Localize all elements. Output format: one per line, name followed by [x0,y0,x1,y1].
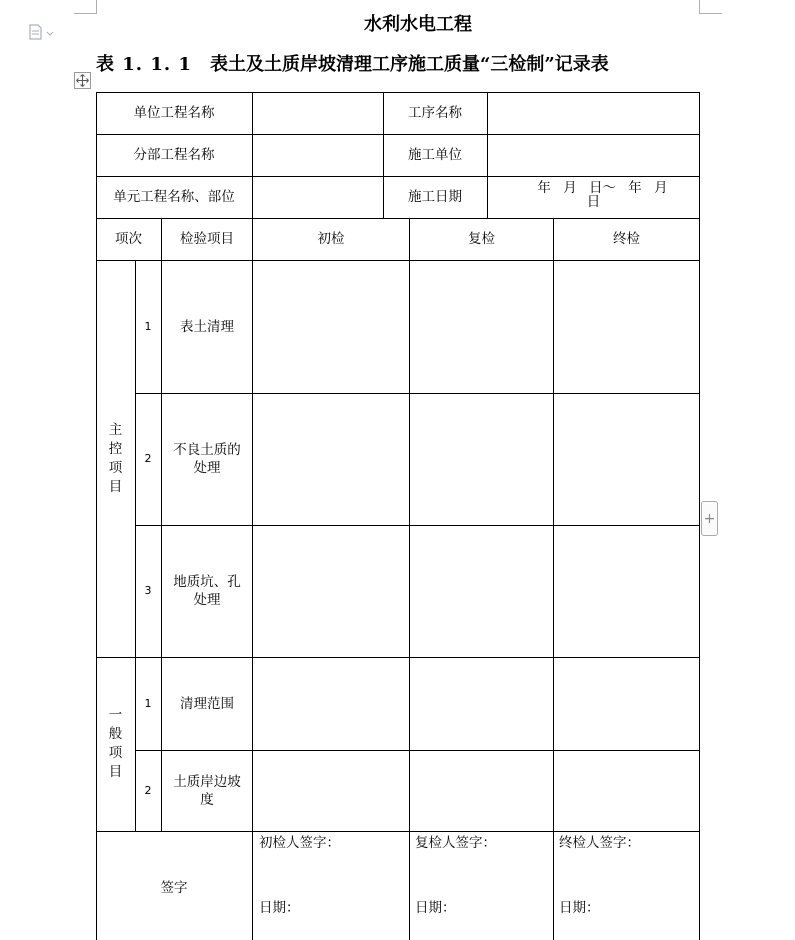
main-control-char: 项 [108,459,123,476]
contractor-label: 施工单位 [408,147,462,163]
unit-project-field[interactable] [253,92,383,134]
general-item-2-re-check[interactable] [410,751,553,831]
main-item-1-re-check[interactable] [410,261,553,393]
table-number: 表 1. 1. 1 [96,54,192,75]
sub-project-field[interactable] [253,134,383,176]
main-item-1-first-check[interactable] [253,261,409,393]
col-re-check: 复检 [468,231,495,247]
main-item-2-name: 不良土质的处理 [173,442,241,476]
main-item-1-final-check[interactable] [554,261,699,393]
general-char: 般 [108,726,123,742]
document-title: 水利水电工程 [364,14,472,35]
unit-project-label: 单位工程名称 [133,105,215,121]
process-name-label: 工序名称 [408,105,462,121]
col-final-check: 终检 [613,231,640,247]
add-row-plus-icon[interactable]: + [701,501,718,536]
contractor-field[interactable] [488,134,699,176]
main-item-2-final-check[interactable] [554,394,699,525]
col-first-check: 初检 [317,231,345,247]
main-item-3-final-check[interactable] [554,526,699,657]
main-item-1-name: 表土清理 [180,318,234,335]
general-char: 目 [108,764,123,780]
final-inspector-signature-label[interactable]: 终检人签字： [559,835,640,851]
main-control-char: 目 [108,478,123,495]
general-item-2-no: 2 [144,783,152,797]
construction-date-line1: 年 月 日～ 年 月 [537,180,668,196]
main-item-2-first-check[interactable] [253,394,409,525]
main-control-char: 控 [108,440,123,457]
main-control-group-label [96,260,135,657]
construction-date-line2: 日 [586,194,601,210]
sub-project-label: 分部工程名称 [133,147,215,163]
general-char: 项 [108,745,123,761]
main-item-3-no: 3 [144,584,152,597]
page-crop-mark-left [74,0,97,14]
main-item-3-name: 地质坑、孔处理 [173,574,241,608]
process-name-field[interactable] [488,92,699,134]
first-inspector-date-label[interactable]: 日期： [259,900,300,916]
table-title [96,53,736,77]
element-project-label: 单元工程名称、部位 [113,189,235,205]
general-item-2-name: 土质岸边坡度 [173,773,241,808]
main-item-3-first-check[interactable] [253,526,409,657]
col-item-no: 项次 [115,231,142,247]
main-item-3-re-check[interactable] [410,526,553,657]
main-item-1-no: 1 [144,319,152,333]
main-item-2-no: 2 [144,452,152,465]
general-item-1-first-check[interactable] [253,658,409,750]
general-item-1-re-check[interactable] [410,658,553,750]
main-item-2-re-check[interactable] [410,394,553,525]
element-project-field[interactable] [253,176,383,218]
signature-label: 签字 [160,879,188,896]
page-crop-mark-right [699,0,722,14]
construction-date-label: 施工日期 [408,189,462,205]
table-title-text: 表土及土质岸坡清理工序施工质量“三检制”记录表 [210,54,609,75]
col-inspection-item: 检验项目 [180,231,234,247]
general-char: 一 [108,707,123,723]
final-inspector-date-label[interactable]: 日期： [559,900,600,916]
general-item-2-final-check[interactable] [554,751,699,831]
general-item-1-final-check[interactable] [554,658,699,750]
general-item-2-first-check[interactable] [253,751,409,831]
table-move-handle-icon[interactable] [74,72,91,89]
construction-date-field[interactable] [488,178,699,218]
general-group-label [96,657,135,831]
general-item-1-name: 清理范围 [180,695,234,712]
re-inspector-date-label[interactable]: 日期： [415,900,456,916]
first-inspector-signature-label[interactable]: 初检人签字： [259,835,340,851]
main-control-char: 主 [108,421,123,438]
general-item-1-no: 1 [144,696,152,710]
re-inspector-signature-label[interactable]: 复检人签字： [415,835,496,851]
